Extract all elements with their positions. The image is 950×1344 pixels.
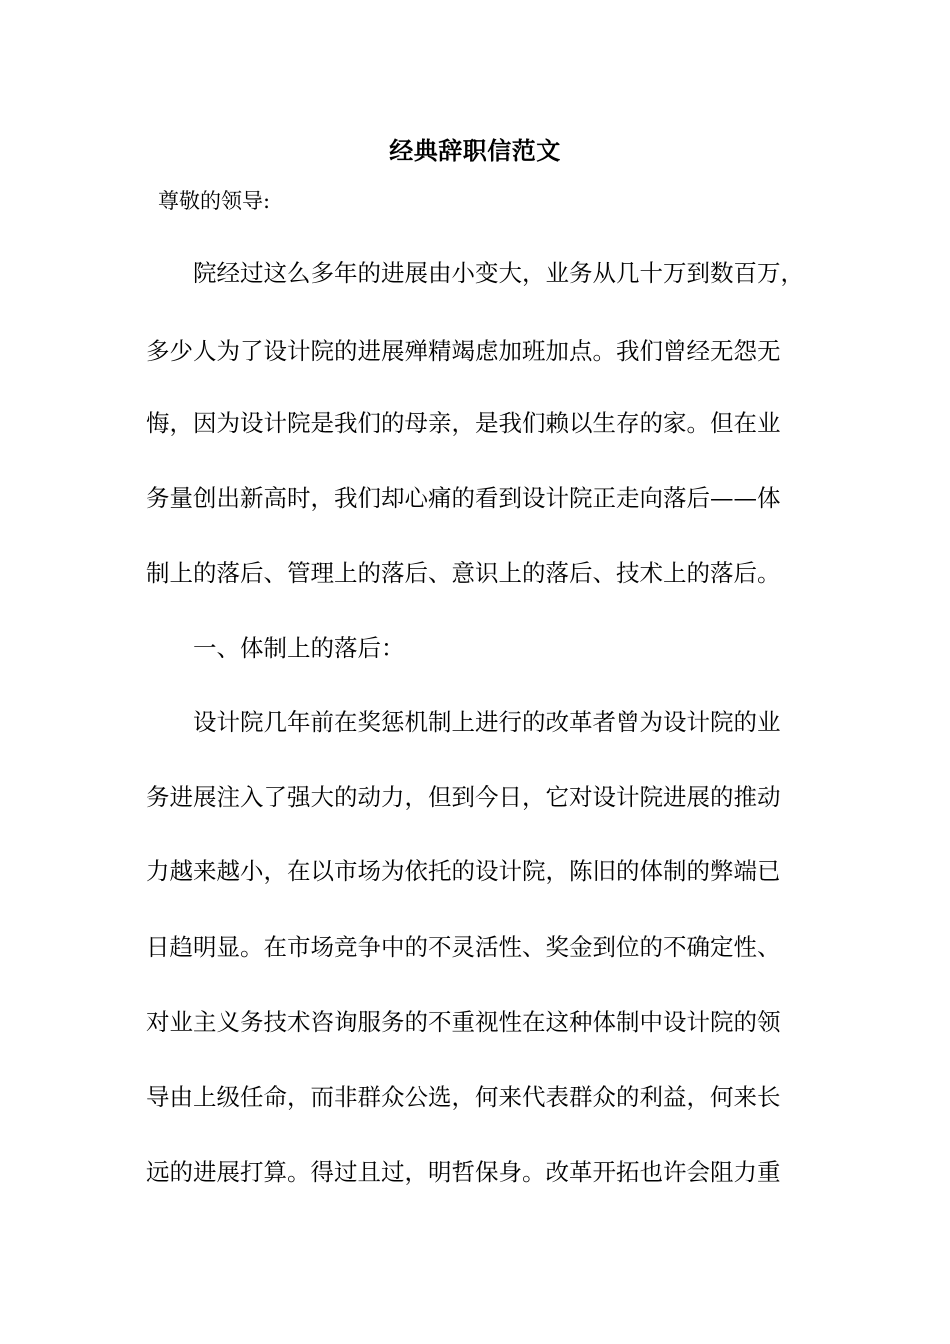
paragraph-line: 日趋明显。在市场竞争中的不灵活性、奖金到位的不确定性、 [146, 933, 781, 961]
paragraph-line: 院经过这么多年的进展由小变大，业务从几十万到数百万， [193, 259, 804, 287]
paragraph-line: 导由上级任命，而非群众公选，何来代表群众的利益，何来长 [146, 1083, 781, 1111]
paragraph-line: 务进展注入了强大的动力，但到今日，它对设计院进展的推动 [146, 783, 781, 811]
paragraph-line: 悔，因为设计院是我们的母亲，是我们赖以生存的家。但在业 [146, 409, 781, 437]
paragraph-line: 力越来越小，在以市场为依托的设计院，陈旧的体制的弊端已 [146, 857, 781, 885]
paragraph-line: 制上的落后、管理上的落后、意识上的落后、技术上的落后。 [146, 559, 781, 587]
paragraph-line: 务量创出新高时，我们却心痛的看到设计院正走向落后——体 [146, 484, 781, 512]
paragraph-line: 多少人为了设计院的进展殚精竭虑加班加点。我们曾经无怨无 [146, 337, 781, 365]
salutation: 尊敬的领导: [158, 189, 271, 213]
document-title: 经典辞职信范文 [389, 136, 561, 165]
paragraph-line: 设计院几年前在奖惩机制上进行的改革者曾为设计院的业 [193, 708, 781, 736]
paragraph-line: 远的进展打算。得过且过，明哲保身。改革开拓也许会阻力重 [146, 1158, 781, 1186]
paragraph-line: 对业主义务技术咨询服务的不重视性在这种体制中设计院的领 [146, 1008, 781, 1036]
section-heading: 一、体制上的落后： [193, 634, 405, 662]
